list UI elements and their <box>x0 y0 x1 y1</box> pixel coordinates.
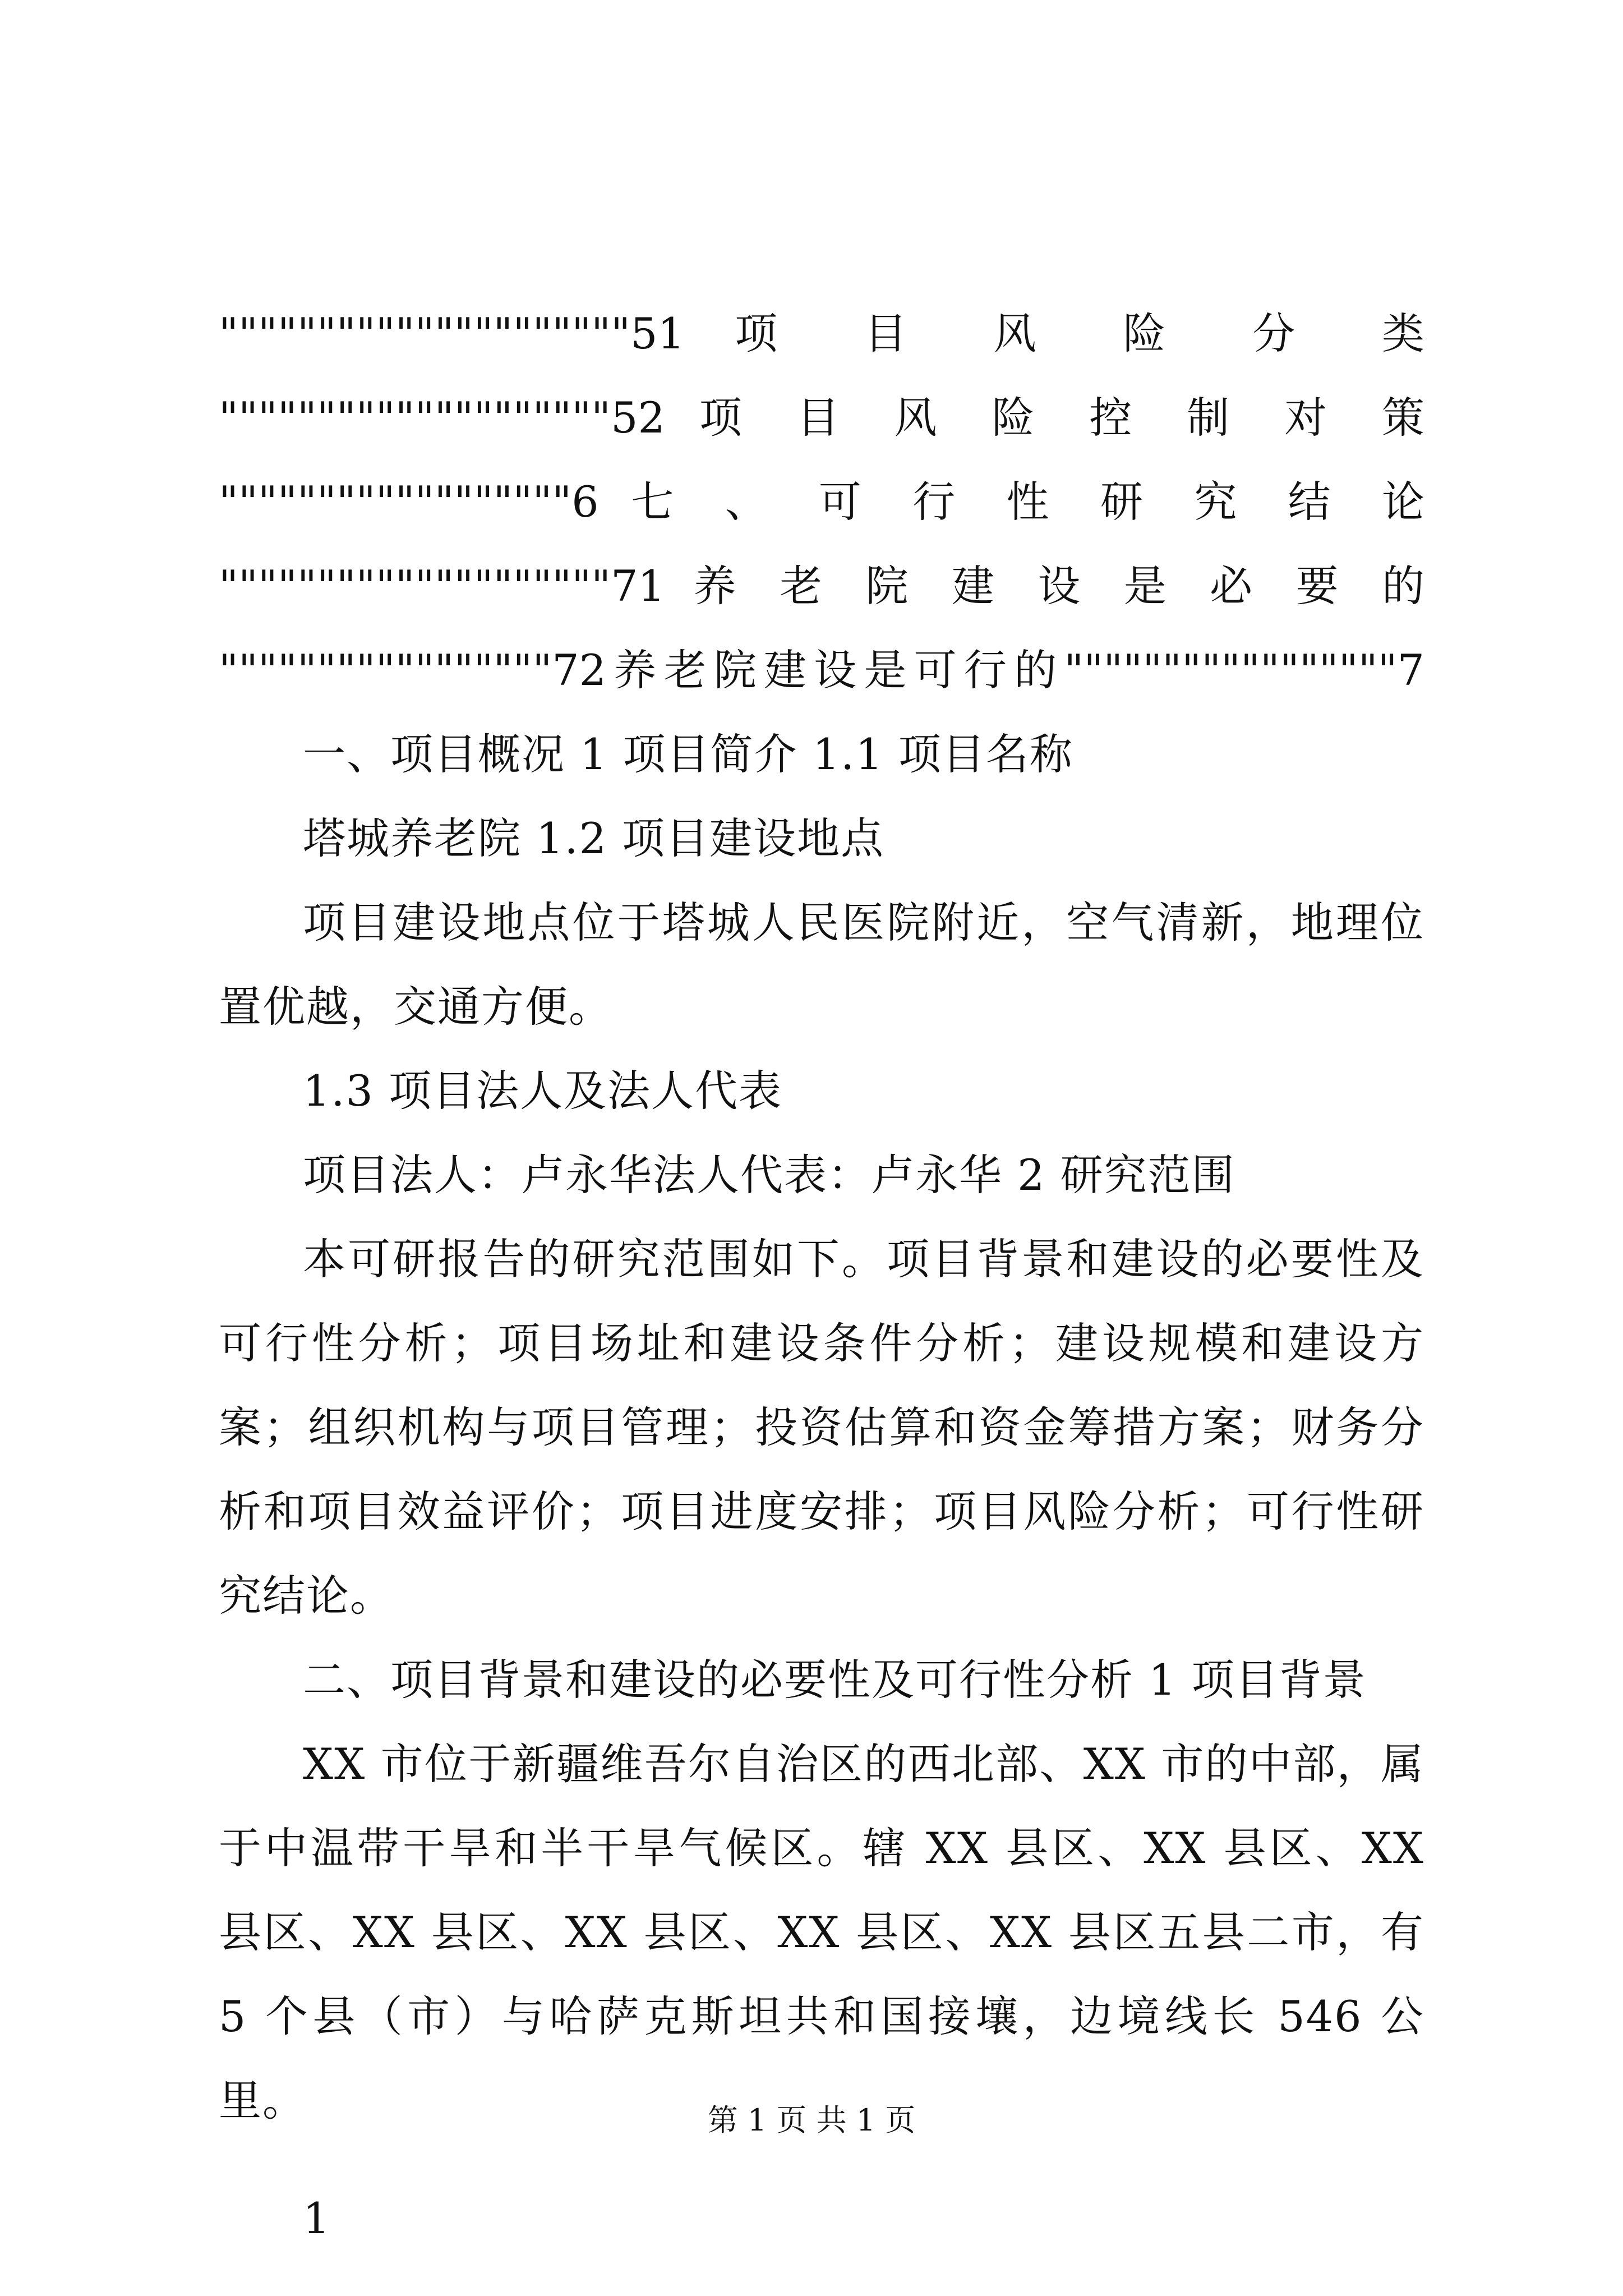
document-page <box>219 292 1424 2261</box>
project-name: 塔城养老院 1.2 项目建设地点 <box>303 813 885 863</box>
subheading-legal-person: 1.3 项目法人及法人代表 <box>303 1066 783 1116</box>
toc-line: """""""""""""""""72养老院建设是可行的"""""""""""""""""7 <box>219 645 1424 695</box>
page-footer: 第 1 页 共 1 页 <box>707 2102 916 2138</box>
toc-line: """""""""""""""""""""51 项 目 风 险 分 类 <box>219 309 1424 358</box>
inline-page-number: 1 <box>303 2193 330 2243</box>
paragraph-location: 项目建设地点位于塔城人民医院附近，空气清新，地理位置优越，交通方便。 <box>219 898 1424 1032</box>
legal-person-line: 项目法人：卢永华法人代表：卢永华 2 研究范围 <box>303 1150 1235 1200</box>
toc-line: """"""""""""""""""""71 养 老 院 建 设 是 必 要 的 <box>219 561 1424 611</box>
toc-line: """"""""""""""""""""52 项 目 风 险 控 制 对 策 <box>219 393 1424 443</box>
section-heading-overview: 一、项目概况 1 项目简介 1.1 项目名称 <box>303 729 1073 779</box>
paragraph-research-scope: 本可研报告的研究范围如下。项目背景和建设的必要性及可行性分析；项目场址和建设条件分析；建设规模和建设方案；组织机构与项目管理；投资估算和资金筹措方案；财务分析和项目效益评价；项目进度安排；项目风险分析；可行性研究结论。 <box>219 1234 1424 1621</box>
toc-line: """"""""""""""""""6 七 、 可 行 性 研 究 结 论 <box>219 477 1424 527</box>
paragraph-background: XX 市位于新疆维吾尔自治区的西北部、XX 市的中部，属于中温带干旱和半干旱气候区。辖 XX 县区、XX 县区、XX 县区、XX 县区、XX 县区、XX 县区、XX 县区五县二市，有 5 个县（市）与哈萨克斯坦共和国接壤，边境线长 546 公里。 <box>219 1739 1424 2125</box>
table-of-contents <box>219 292 1424 712</box>
section-heading-background: 二、项目背景和建设的必要性及可行性分析 1 项目背景 <box>303 1655 1367 1705</box>
